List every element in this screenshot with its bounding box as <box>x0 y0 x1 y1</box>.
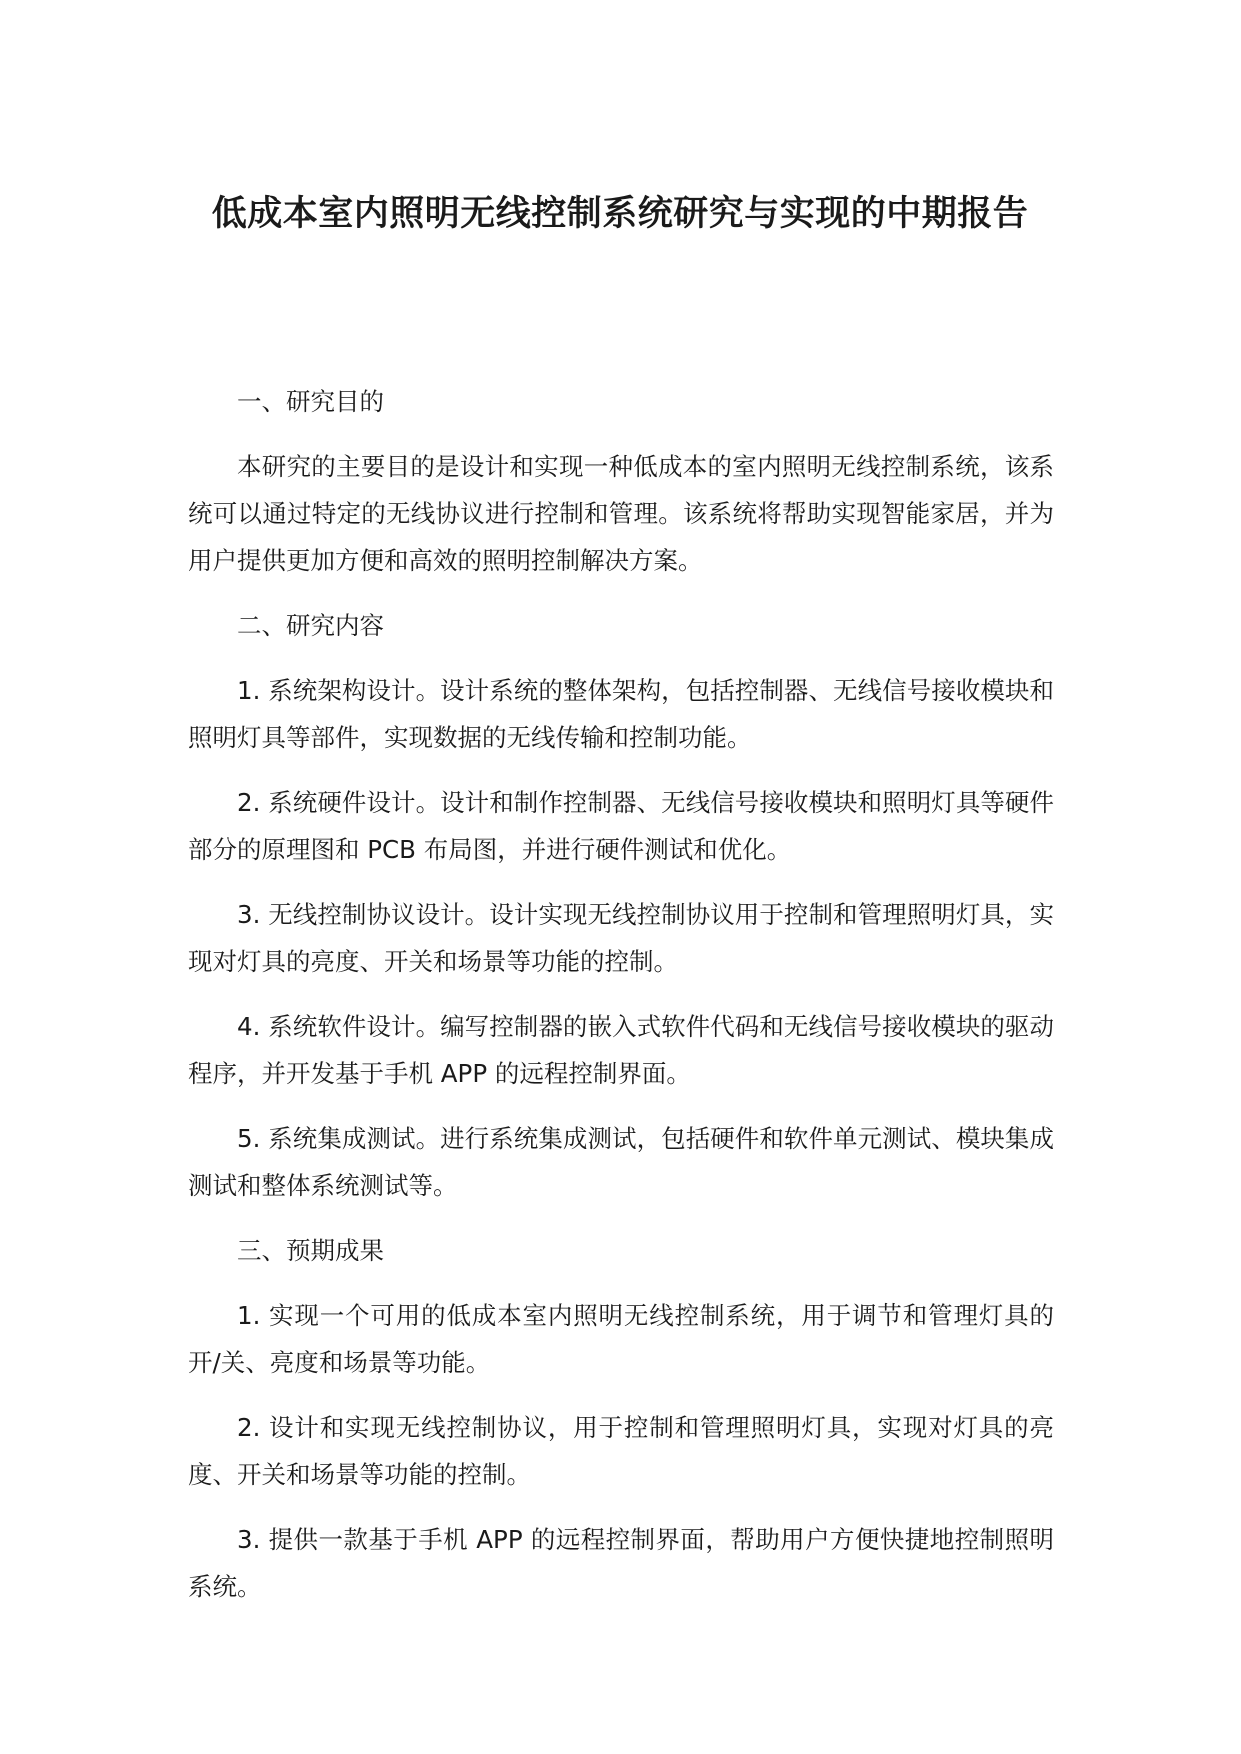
document-title: 低成本室内照明无线控制系统研究与实现的中期报告 <box>211 194 1029 234</box>
paragraph: 3. 无线控制协议设计。设计实现无线控制协议用于控制和管理照明灯具，实现对灯具的亮度、开关和场景等功能的控制。 <box>188 900 1054 976</box>
paragraph: 本研究的主要目的是设计和实现一种低成本的室内照明无线控制系统，该系统可以通过特定的无线协议进行控制和管理。该系统将帮助实现智能家居，并为用户提供更加方便和高效的照明控制解决方案。 <box>188 452 1054 575</box>
document-body <box>188 378 1054 1628</box>
paragraph: 5. 系统集成测试。进行系统集成测试，包括硬件和软件单元测试、模块集成测试和整体系统测试等。 <box>188 1124 1054 1200</box>
paragraph: 2. 设计和实现无线控制协议，用于控制和管理照明灯具，实现对灯具的亮度、开关和场景等功能的控制。 <box>188 1413 1054 1489</box>
paragraph: 2. 系统硬件设计。设计和制作控制器、无线信号接收模块和照明灯具等硬件部分的原理图和 PCB 布局图，并进行硬件测试和优化。 <box>188 788 1054 864</box>
section-heading: 三、预期成果 <box>237 1236 384 1265</box>
paragraph: 3. 提供一款基于手机 APP 的远程控制界面，帮助用户方便快捷地控制照明系统。 <box>188 1525 1054 1601</box>
paragraph: 4. 系统软件设计。编写控制器的嵌入式软件代码和无线信号接收模块的驱动程序，并开发基于手机 APP 的远程控制界面。 <box>188 1012 1054 1088</box>
section-heading: 一、研究目的 <box>237 387 384 416</box>
paragraph: 1. 实现一个可用的低成本室内照明无线控制系统，用于调节和管理灯具的开/关、亮度和场景等功能。 <box>188 1301 1054 1377</box>
paragraph: 1. 系统架构设计。设计系统的整体架构，包括控制器、无线信号接收模块和照明灯具等部件，实现数据的无线传输和控制功能。 <box>188 676 1054 752</box>
section-heading: 二、研究内容 <box>237 611 384 640</box>
